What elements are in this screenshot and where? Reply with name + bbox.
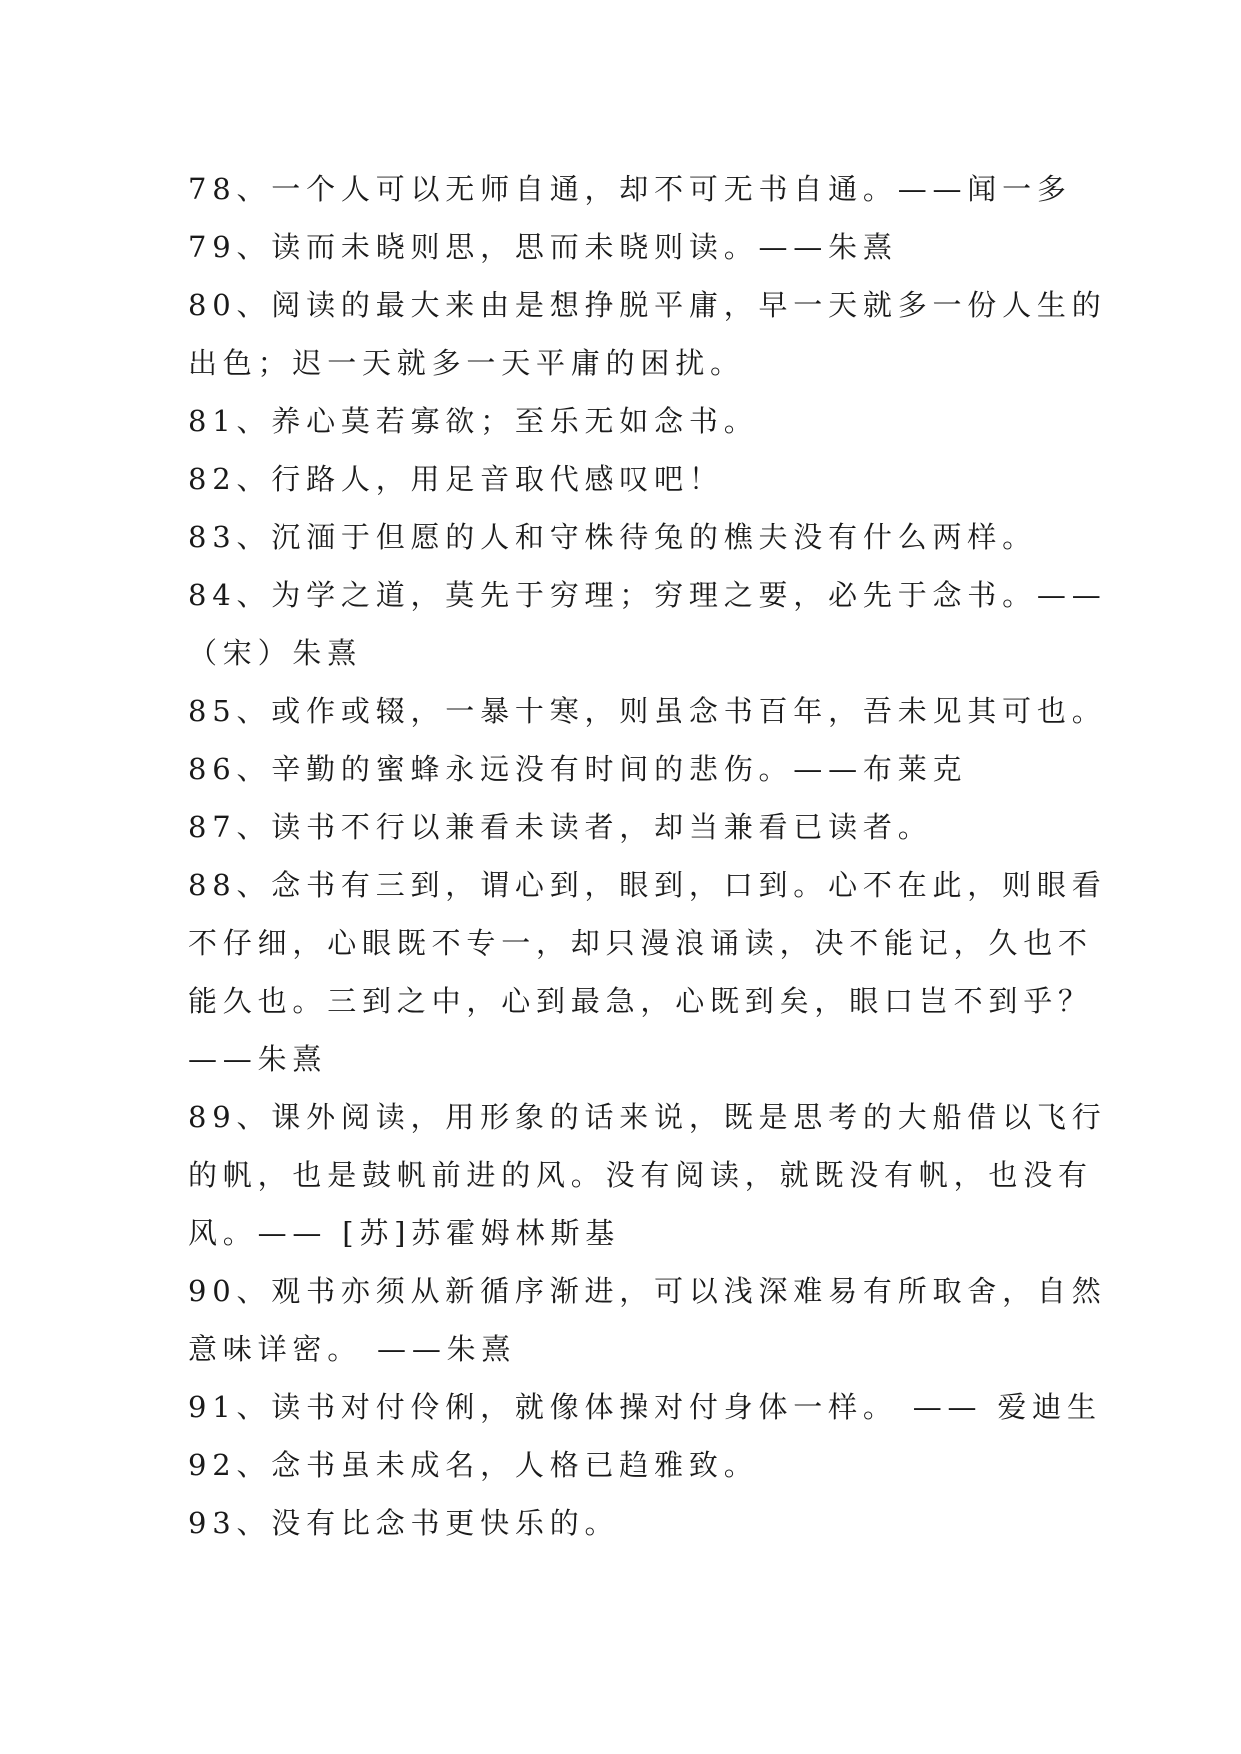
text-line: 91、读书对付伶俐，就像体操对付身体一样。 —— 爱迪生 (188, 1390, 1102, 1424)
text-line: 80、阅读的最大来由是想挣脱平庸，早一天就多一份人生的 (188, 288, 1107, 322)
text-line: 意味详密。 ——朱熹 (188, 1332, 517, 1366)
text-line: （宋）朱熹 (188, 636, 363, 670)
text-line: 90、观书亦须从新循序渐进，可以浅深难易有所取舍，自然 (188, 1274, 1107, 1308)
text-line: 78、一个人可以无师自通，却不可无书自通。——闻一多 (188, 172, 1072, 206)
text-line: 92、念书虽未成名，人格已趋雅致。 (188, 1448, 759, 1482)
text-line: 79、读而未晓则思，思而未晓则读。——朱熹 (188, 230, 898, 264)
text-line: 85、或作或辍，一暴十寒，则虽念书百年，吾未见其可也。 (188, 694, 1107, 728)
text-line: 能久也。三到之中，心到最急，心既到矣，眼口岂不到乎？ (188, 984, 1093, 1018)
text-line: 82、行路人，用足音取代感叹吧！ (188, 462, 724, 496)
text-line: 87、读书不行以兼看未读者，却当兼看已读者。 (188, 810, 933, 844)
quote-list (188, 160, 1107, 1552)
text-line: 93、没有比念书更快乐的。 (188, 1506, 620, 1540)
text-line: 81、养心莫若寡欲；至乐无如念书。 (188, 404, 759, 438)
text-line: 86、辛勤的蜜蜂永远没有时间的悲伤。——布莱克 (188, 752, 968, 786)
text-line: 88、念书有三到，谓心到，眼到，口到。心不在此，则眼看 (188, 868, 1107, 902)
text-line: 84、为学之道，莫先于穷理；穷理之要，必先于念书。—— (188, 578, 1107, 612)
text-line: ——朱熹 (188, 1042, 328, 1076)
text-line: 的帆，也是鼓帆前进的风。没有阅读，就既没有帆，也没有 (188, 1158, 1093, 1192)
text-line: 风。—— [苏]苏霍姆林斯基 (188, 1216, 621, 1250)
text-line: 89、课外阅读，用形象的话来说，既是思考的大船借以飞行 (188, 1100, 1107, 1134)
text-line: 出色；迟一天就多一天平庸的困扰。 (188, 346, 745, 380)
text-line: 不仔细，心眼既不专一，却只漫浪诵读，决不能记，久也不 (188, 926, 1093, 960)
text-line: 83、沉湎于但愿的人和守株待兔的樵夫没有什么两样。 (188, 520, 1037, 554)
